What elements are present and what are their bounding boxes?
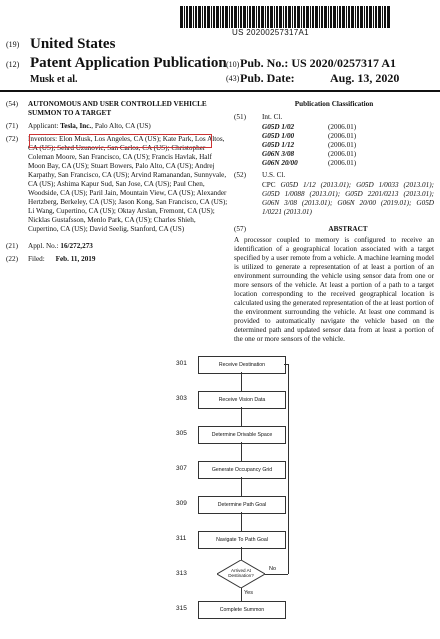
barcode-bar [387, 6, 390, 28]
barcode-bar [252, 6, 255, 28]
barcode-bar [310, 6, 311, 28]
header-rule [0, 90, 440, 92]
barcode-bar [288, 6, 291, 28]
barcode-bar [270, 6, 273, 28]
int-class-row [262, 132, 434, 141]
barcode-bar [267, 6, 269, 28]
code-43: (43) [226, 74, 240, 83]
barcode-number: US 20200257317A1 [232, 28, 309, 37]
barcode-bar [225, 6, 228, 28]
int-class-year: (2006.01) [328, 132, 357, 140]
country: United States [30, 36, 116, 52]
int-class-code: G05D 1/02 [262, 123, 295, 131]
barcode-bar [319, 6, 320, 28]
flow-step-box: Receive Vision Data [198, 391, 286, 409]
flow-step-box: Generate Occupancy Grid [198, 461, 286, 479]
step-number: 311 [176, 535, 187, 542]
barcode-bar [180, 6, 183, 28]
flow-connector [241, 588, 242, 601]
barcode-bar [351, 6, 354, 28]
flow-step-box: Determine Path Goal [198, 496, 286, 514]
flow-step-box: Receive Destination [198, 356, 286, 374]
applicant-row: (71) Applicant: Tesla, Inc., Palo Alto, CA (US) [6, 122, 151, 130]
barcode-bar [249, 6, 251, 28]
barcode-bar [184, 6, 185, 28]
inventors-row: (72) Inventors: Elon Musk, Los Angeles, CA (US); Kate Park, Los Altos, CA (US); Sehrd Uzunovic, San Carlos, CA (US); Christopher Coleman Moore, San Francisco, CA (US); Francis Havlak, Half Moon Bay, CA (US); Stuart Bowers, Palo Alto, CA (US); Andrej Karpathy, San Francisco, CA (US); Arvind Ramanandan, Sunnyvale, CA (US); Ashima Kapur Sud, San Jose, CA (US); Paul Chen, Woodside, CA (US); Paril Jain, Mountain View, CA (US); Alexander Hertzberg, Berkeley, CA (US); Jason Kong, San Francisco, CA (US); Li Wang, Cupertino, CA (US); Oktay Arslan, Fremont, CA (US); Nicklas Gustafsson, Menlo Park, CA (US); Charles Shieh, Cupertino, CA (US); David Seelig, Stanford, CA (US) [6, 135, 228, 233]
barcode-bar [186, 6, 188, 28]
barcode-bar [333, 6, 336, 28]
int-class-code: G05D 1/00 [262, 132, 295, 140]
left-column [6, 100, 228, 268]
int-class-code: G06N 20/00 [262, 159, 298, 167]
barcode-bar [315, 6, 318, 28]
barcode-bar [222, 6, 224, 28]
barcode-bar [247, 6, 248, 28]
barcode-bar [229, 6, 230, 28]
barcode-bar [243, 6, 246, 28]
step-number: 313 [176, 570, 187, 577]
barcode-bar [378, 6, 381, 28]
inventor-highlight-box [29, 134, 212, 148]
barcode-bar [342, 6, 345, 28]
step-number: 305 [176, 430, 187, 437]
flow-step-box: Complete Summon [198, 601, 286, 619]
code-19: (19) [6, 40, 20, 49]
barcode-bar [279, 6, 282, 28]
flow-connector [241, 477, 242, 496]
barcode-bar [213, 6, 215, 28]
barcode-bar [204, 6, 206, 28]
filed-row: (22) Filed: Feb. 11, 2019 [6, 255, 96, 263]
right-column: Publication Classification (51) Int. Cl. G05D 1/02 (2006.01) G05D 1/00 (2006.01) G05D 1/12 (2006.01) G06N 3/08 (2006.01) G06N 20/00 (2006.01) (52) U.S. Cl. CPC G05D 1/12 (2013.01); G05D 1/0033 (2013.01); G05D 1/0088 (2013.01); G05D 2201/0213 (2013.01); G06N 3/08 (2013.01); G06N 20/00 (2019.01); G05D 1/0221 (2013.01) (57) ABSTRACT A processor coupled to memory is configured to receive an identification of a geographical location associated with a target specified by a user remote from a vehicle. A machine learning model is utilized to generate a representation of at least a portion of an environment surrounding the vehicle using sensor data from one or more sensors of the vehicle. At least a portion of a path to a target location corresponding to the received geographical location is calculated using the generated representation of the at least portion of the environment surrounding the vehicle. At least one command is provided to automatically navigate the vehicle based on the determined path and updated sensor data from at least a portion of the one or more sensors of the vehicle. [234, 100, 434, 343]
int-class-code: G06N 3/08 [262, 150, 295, 158]
inventors-list: Elon Musk, Los Angeles, CA (US); Kate Park, Los Altos, CA (US); Sehrd Uzunovic, San Carlos, CA (US); Christopher Coleman Moore, San Francisco, CA (US); Francis Havlak, Half Moon Bay, CA (US); Stuart Bowers, Palo Alto, CA (US); Andrej Karpathy, San Francisco, CA (US); Arvind Ramanandan, Sunnyvale, CA (US); Ashima Kapur Sud, San Jose, CA (US); Paul Chen, Woodside, CA (US); Paril Jain, Mountain View, CA (US); Alexander Hertzberg, Berkeley, CA (US); Jason Kong, San Francisco, CA (US); Li Wang, Cupertino, CA (US); Oktay Arslan, Fremont, CA (US); Nicklas Gustafsson, Menlo Park, CA (US); Charles Shieh, Cupertino, CA (US); David Seelig, Stanford, CA (US) [28, 135, 228, 233]
no-label: No [269, 566, 277, 572]
pub-class-heading: Publication Classification [294, 100, 374, 108]
barcode-bar [234, 6, 237, 28]
barcode-bar [274, 6, 275, 28]
inventor-short: Musk et al. [30, 74, 78, 85]
barcode-bar [258, 6, 260, 28]
barcode-bar [276, 6, 278, 28]
int-class-row [262, 150, 434, 159]
barcode-bar [339, 6, 341, 28]
barcode-bar [238, 6, 239, 28]
int-classes [234, 123, 434, 168]
title-row: (54) AUTONOMOUS AND USER CONTROLLED VEHICLE SUMMON TO A TARGET [6, 100, 228, 118]
flow-connector [241, 547, 242, 560]
decision-label: Arrived At Destination? [228, 568, 254, 578]
step-number: 307 [176, 465, 187, 472]
int-class-year: (2006.01) [328, 123, 357, 131]
flow-connector [241, 442, 242, 461]
barcode-bar [265, 6, 266, 28]
barcode-bar [360, 6, 363, 28]
barcode-bar [220, 6, 221, 28]
pub-number: Pub. No.: US 2020/0257317 A1 [240, 56, 397, 70]
barcode-bar [189, 6, 192, 28]
no-connector [265, 574, 288, 575]
barcode-bar [306, 6, 309, 28]
flow-connector [241, 512, 242, 531]
barcode-bar [312, 6, 314, 28]
code-10: (10) [226, 60, 240, 69]
barcode-bar [366, 6, 368, 28]
barcode-bar [330, 6, 332, 28]
barcode-bar [337, 6, 338, 28]
barcode-bar [193, 6, 194, 28]
pub-date: Aug. 13, 2020 [330, 71, 400, 85]
barcode-bar [384, 6, 386, 28]
pub-date-label: Pub. Date: [240, 71, 295, 85]
int-class-year: (2006.01) [328, 150, 357, 158]
barcode-bar [297, 6, 300, 28]
barcode-bar [231, 6, 233, 28]
barcode-bar [198, 6, 201, 28]
barcode-bar [211, 6, 212, 28]
barcode-bar [240, 6, 242, 28]
int-class-year: (2006.01) [328, 159, 357, 167]
flowchart [130, 350, 430, 635]
int-class-row [262, 123, 434, 132]
barcode-bar [195, 6, 197, 28]
barcode-bar [207, 6, 210, 28]
step-number: 303 [176, 395, 187, 402]
yes-label: Yes [244, 590, 253, 596]
barcode-bar [348, 6, 350, 28]
barcode-bar [256, 6, 257, 28]
barcode-bar [216, 6, 219, 28]
barcode-bar [202, 6, 203, 28]
barcode-bar [373, 6, 374, 28]
patent-title: AUTONOMOUS AND USER CONTROLLED VEHICLE SUMMON TO A TARGET [28, 100, 207, 117]
barcode-bar [292, 6, 293, 28]
barcode-bar [355, 6, 356, 28]
barcode-bar [375, 6, 377, 28]
barcode-bar [303, 6, 305, 28]
step-number: 301 [176, 360, 187, 367]
barcode-bar [324, 6, 327, 28]
barcode-bar [369, 6, 372, 28]
int-class-row [262, 159, 434, 168]
flow-step-box: Determine Drivable Space [198, 426, 286, 444]
flow-connector [241, 372, 242, 391]
int-class-row [262, 141, 434, 150]
step-number: 315 [176, 605, 187, 612]
barcode-bar [328, 6, 329, 28]
barcode-bar [346, 6, 347, 28]
loop-return [284, 364, 288, 365]
code-12: (12) [6, 60, 20, 69]
int-class-code: G05D 1/12 [262, 141, 295, 149]
appl-row: (21) Appl. No.: 16/272,273 [6, 242, 93, 250]
barcode-bar [285, 6, 287, 28]
int-class-year: (2006.01) [328, 141, 357, 149]
barcode [180, 6, 392, 28]
flow-connector [241, 407, 242, 426]
barcode-bar [382, 6, 383, 28]
abstract-text: A processor coupled to memory is configured to receive an identification of a geographical location associated with a target specified by a user remote from a vehicle. A machine learning model is utilized to generate a representation of at least a portion of an environment surrounding the vehicle using sensor data from one or more sensors of the vehicle. At least a portion of a path to a target location corresponding to the received geographical location is calculated using the generated representation of the at least portion of the environment surrounding the vehicle. At least one command is provided to automatically navigate the vehicle based on the determined path and updated sensor data from at least a portion of the one or more sensors of the vehicle. [234, 236, 434, 343]
loop-connector [288, 364, 289, 574]
publication-type: Patent Application Publication [30, 55, 227, 71]
barcode-bar [301, 6, 302, 28]
barcode-bar [364, 6, 365, 28]
abstract-heading: ABSTRACT [328, 225, 368, 233]
flow-step-box: Navigate To Path Goal [198, 531, 286, 549]
barcode-bar [261, 6, 264, 28]
step-number: 309 [176, 500, 187, 507]
barcode-bar [283, 6, 284, 28]
barcode-bar [321, 6, 323, 28]
barcode-bar [294, 6, 296, 28]
barcode-bar [357, 6, 359, 28]
cpc-block: CPC G05D 1/12 (2013.01); G05D 1/0033 (2013.01); G05D 1/0088 (2013.01); G05D 2201/0213 (2013.01); G06N 3/08 (2013.01); G06N 20/00 (2019.01); G05D 1/0221 (2013.01) [262, 181, 434, 216]
